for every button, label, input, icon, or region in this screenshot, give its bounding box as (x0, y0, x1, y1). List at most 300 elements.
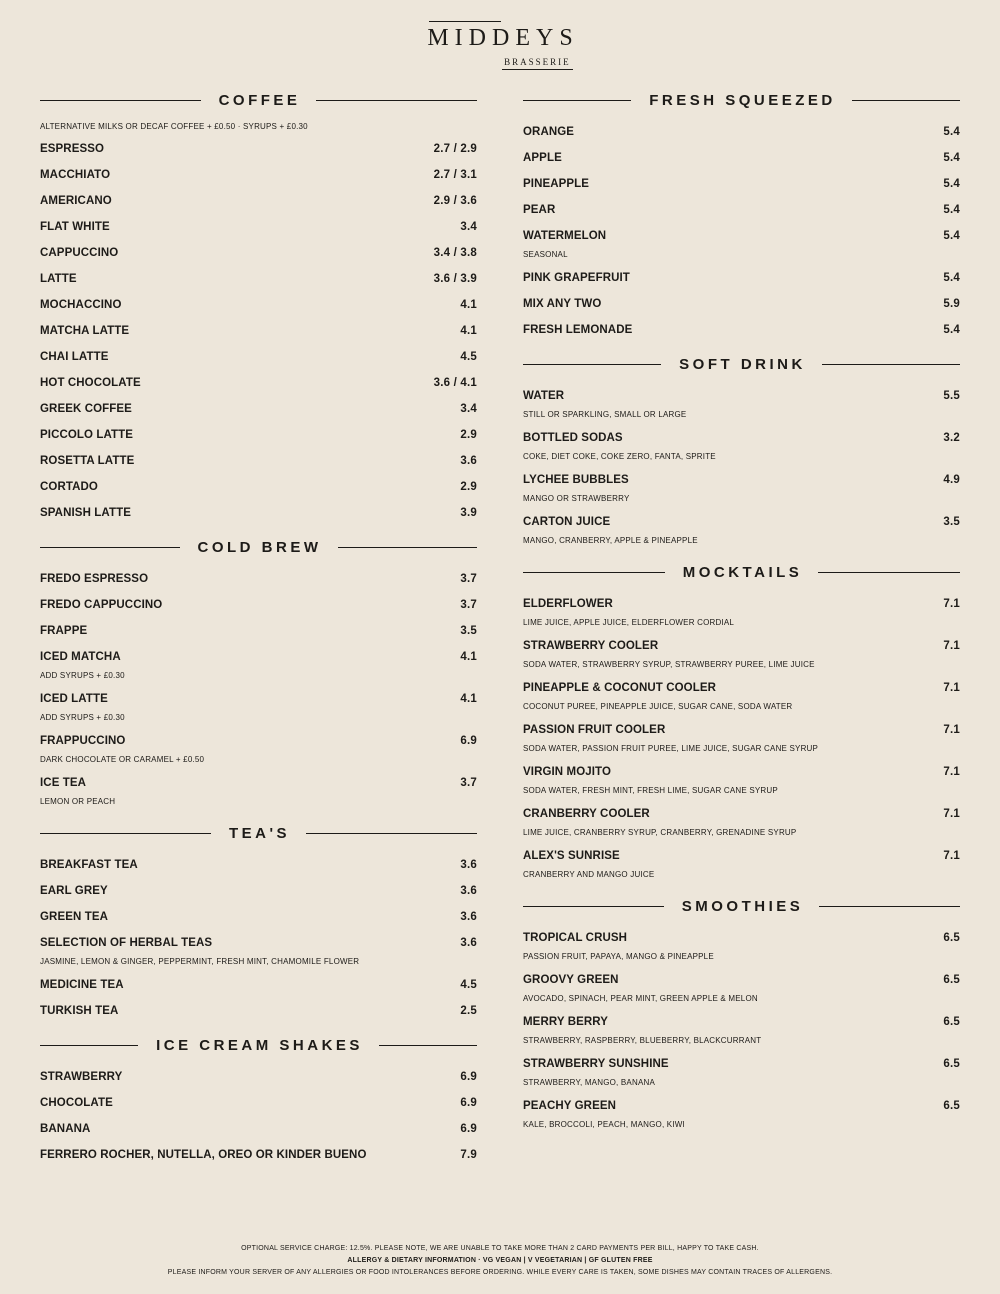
item-description: AVOCADO, SPINACH, PEAR MINT, GREEN APPLE & MELON (523, 994, 758, 1003)
menu-item-row (40, 427, 477, 443)
menu-item (40, 375, 477, 391)
menu-item-row (40, 1003, 477, 1019)
item-name: ESPRESSO (40, 143, 105, 155)
menu-item-row (40, 883, 477, 899)
item-price: 7.1 (943, 808, 960, 820)
menu-item (40, 1147, 477, 1163)
item-name: FRESH LEMONADE (523, 324, 633, 336)
item-price: 2.9 / 3.6 (433, 195, 477, 207)
menu-item (40, 479, 477, 495)
section-rule-right (819, 906, 960, 907)
menu-item (40, 167, 477, 183)
menu-item-row (523, 680, 960, 696)
menu-item (40, 271, 477, 287)
item-name: LATTE (40, 273, 77, 285)
menu-item (523, 202, 960, 218)
item-name: EARL GREY (40, 885, 108, 897)
item-name: APPLE (523, 152, 562, 164)
item-name: MACCHIATO (40, 169, 111, 181)
menu-section-smoothies (523, 890, 960, 1131)
item-name: LYCHEE BUBBLES (523, 474, 629, 486)
item-price: 3.5 (943, 516, 960, 528)
item-price: 4.1 (460, 325, 477, 337)
menu-item-row (40, 1069, 477, 1085)
item-description: JASMINE, LEMON & GINGER, PEPPERMINT, FRESH MINT, CHAMOMILE FLOWER (40, 957, 360, 966)
item-price: 4.1 (460, 693, 477, 705)
menu-item-row (523, 972, 960, 988)
menu-item (523, 596, 960, 629)
menu-section-cold-brew (40, 531, 477, 808)
menu-item (523, 680, 960, 713)
menu-item-row (523, 270, 960, 286)
brand-subtitle: BRASSERIE (502, 58, 573, 70)
menu-item (523, 848, 960, 881)
menu-item-row (40, 297, 477, 313)
section-rule-right (379, 1045, 477, 1046)
item-price: 3.6 (460, 937, 477, 949)
item-description: STILL OR SPARKLING, SMALL OR LARGE (523, 410, 687, 419)
menu-item-row (523, 638, 960, 654)
item-description: PASSION FRUIT, PAPAYA, MANGO & PINEAPPLE (523, 952, 714, 961)
item-price: 6.5 (943, 1058, 960, 1070)
menu-item (40, 219, 477, 235)
menu-item (40, 323, 477, 339)
item-price: 3.4 (460, 403, 477, 415)
item-price: 5.4 (943, 178, 960, 190)
menu-items (523, 930, 960, 1131)
menu-item-row (40, 193, 477, 209)
menu-item (523, 150, 960, 166)
item-name: ORANGE (523, 126, 575, 138)
menu-items (523, 124, 960, 338)
item-price: 6.9 (460, 1071, 477, 1083)
menu-item-row (523, 124, 960, 140)
footer-allergen-note: PLEASE INFORM YOUR SERVER OF ANY ALLERGIES OR FOOD INTOLERANCES BEFORE ORDERING. WHILE EVERY CARE IS TAKEN, SOME DISHES MAY CONTAIN TRACES OF ALLERGENS. (167, 1269, 833, 1276)
item-name: ROSETTA LATTE (40, 455, 135, 467)
menu-item (40, 349, 477, 365)
menu-item-row (523, 848, 960, 864)
item-price: 7.1 (943, 598, 960, 610)
item-name: FREDO ESPRESSO (40, 573, 149, 585)
section-rule-left (523, 572, 665, 573)
section-title: SOFT DRINK (679, 355, 806, 373)
menu-items (40, 1069, 477, 1163)
menu-item-row (40, 505, 477, 521)
item-price: 6.9 (460, 735, 477, 747)
menu-item-row (523, 472, 960, 488)
menu-item-row (40, 649, 477, 665)
item-description: MANGO, CRANBERRY, APPLE & PINEAPPLE (523, 536, 698, 545)
section-rule-right (306, 833, 477, 834)
item-price: 2.9 (460, 481, 477, 493)
section-rule-left (523, 364, 661, 365)
item-name: PINK GRAPEFRUIT (523, 272, 630, 284)
menu-item-row (523, 1014, 960, 1030)
item-name: GREEK COFFEE (40, 403, 132, 415)
item-description: CRANBERRY AND MANGO JUICE (523, 870, 655, 879)
menu-item-row (40, 349, 477, 365)
menu-item (40, 935, 477, 968)
menu-item (40, 1069, 477, 1085)
menu-section-mocktails (523, 556, 960, 881)
item-name: SPANISH LATTE (40, 507, 131, 519)
menu-item-row (40, 1095, 477, 1111)
menu-item (40, 977, 477, 993)
right-column (523, 84, 960, 1140)
item-description: COCONUT PUREE, PINEAPPLE JUICE, SUGAR CANE, SODA WATER (523, 702, 793, 711)
menu-item (523, 638, 960, 671)
menu-items (40, 857, 477, 1019)
item-price: 3.6 (460, 859, 477, 871)
menu-item-row (40, 977, 477, 993)
item-description: SODA WATER, FRESH MINT, FRESH LIME, SUGAR CANE SYRUP (523, 786, 778, 795)
menu-item-row (40, 935, 477, 951)
item-description: ADD SYRUPS + £0.30 (40, 671, 125, 680)
item-name: CRANBERRY COOLER (523, 808, 650, 820)
item-name: MEDICINE TEA (40, 979, 124, 991)
menu-item (40, 1121, 477, 1137)
menu-item-row (523, 1056, 960, 1072)
item-description: KALE, BROCCOLI, PEACH, MANGO, KIWI (523, 1120, 685, 1129)
item-name: FRAPPUCCINO (40, 735, 126, 747)
section-title: FRESH SQUEEZED (649, 91, 836, 109)
item-price: 5.4 (943, 272, 960, 284)
item-name: FREDO CAPPUCCINO (40, 599, 163, 611)
item-description: MANGO OR STRAWBERRY (523, 494, 630, 503)
footer-dietary-legend: ALLERGY & DIETARY INFORMATION · VG VEGAN | V VEGETARIAN | GF GLUTEN FREE (347, 1257, 653, 1264)
item-name: ICED MATCHA (40, 651, 121, 663)
item-price: 3.6 / 3.9 (433, 273, 477, 285)
item-name: MATCHA LATTE (40, 325, 130, 337)
item-name: AMERICANO (40, 195, 112, 207)
item-description: LIME JUICE, CRANBERRY SYRUP, CRANBERRY, GRENADINE SYRUP (523, 828, 797, 837)
item-price: 5.9 (943, 298, 960, 310)
menu-item-row (40, 401, 477, 417)
item-name: MERRY BERRY (523, 1016, 609, 1028)
item-price: 7.1 (943, 724, 960, 736)
menu-item (523, 228, 960, 261)
menu-item (40, 297, 477, 313)
item-price: 2.7 / 3.1 (433, 169, 477, 181)
section-rule-right (818, 572, 960, 573)
menu-item-row (40, 1121, 477, 1137)
item-description: SEASONAL (523, 250, 568, 259)
menu-item (40, 193, 477, 209)
menu-item-row (523, 722, 960, 738)
menu-item-row (523, 430, 960, 446)
item-price: 2.5 (460, 1005, 477, 1017)
menu-item-row (40, 271, 477, 287)
section-rule-left (40, 1045, 138, 1046)
item-description: COKE, DIET COKE, COKE ZERO, FANTA, SPRITE (523, 452, 716, 461)
menu-item (40, 649, 477, 682)
item-name: TURKISH TEA (40, 1005, 119, 1017)
item-name: PICCOLO LATTE (40, 429, 134, 441)
item-name: ALEX'S SUNRISE (523, 850, 620, 862)
section-rule-right (852, 100, 960, 101)
menu-item-row (40, 245, 477, 261)
section-header (523, 556, 960, 588)
item-price: 3.6 (460, 911, 477, 923)
item-name: WATERMELON (523, 230, 607, 242)
section-rule-right (822, 364, 960, 365)
item-description: SODA WATER, STRAWBERRY SYRUP, STRAWBERRY PUREE, LIME JUICE (523, 660, 815, 669)
section-rule-left (40, 833, 211, 834)
item-price: 3.4 (460, 221, 477, 233)
section-header (523, 84, 960, 116)
brand-name: MIDDEYS (427, 25, 579, 51)
item-description: STRAWBERRY, MANGO, BANANA (523, 1078, 655, 1087)
item-price: 5.4 (943, 230, 960, 242)
item-description: ADD SYRUPS + £0.30 (40, 713, 125, 722)
menu-item-row (40, 733, 477, 749)
item-price: 4.1 (460, 299, 477, 311)
menu-items (523, 596, 960, 881)
logo-lockup (427, 18, 579, 70)
item-name: FERRERO ROCHER, NUTELLA, OREO OR KINDER BUENO (40, 1149, 367, 1161)
menu-item-row (40, 597, 477, 613)
section-rule-left (523, 100, 631, 101)
item-name: BREAKFAST TEA (40, 859, 138, 871)
item-name: STRAWBERRY COOLER (523, 640, 659, 652)
section-header (40, 1029, 477, 1061)
item-name: ICED LATTE (40, 693, 108, 705)
item-price: 2.7 / 2.9 (433, 143, 477, 155)
section-title: COLD BREW (197, 538, 322, 556)
menu-section-soft-drink (523, 348, 960, 547)
menu-item (40, 1003, 477, 1019)
menu-item (523, 430, 960, 463)
menu-section-tea-s (40, 817, 477, 1019)
item-name: HOT CHOCOLATE (40, 377, 141, 389)
item-price: 6.5 (943, 932, 960, 944)
item-name: CARTON JUICE (523, 516, 611, 528)
menu-item (523, 806, 960, 839)
brand-logo (0, 18, 1000, 70)
menu-item-row (523, 202, 960, 218)
menu-item (40, 453, 477, 469)
item-name: PINEAPPLE & COCONUT COOLER (523, 682, 717, 694)
item-price: 4.5 (460, 979, 477, 991)
menu-item (523, 722, 960, 755)
menu-item-row (40, 857, 477, 873)
section-header (40, 84, 477, 116)
section-header (40, 817, 477, 849)
menu-item (40, 571, 477, 587)
menu-item (523, 472, 960, 505)
menu-item-row (523, 806, 960, 822)
section-header (40, 531, 477, 563)
item-price: 7.1 (943, 766, 960, 778)
item-price: 5.4 (943, 204, 960, 216)
menu-item-row (523, 176, 960, 192)
item-name: PEAR (523, 204, 556, 216)
item-price: 7.9 (460, 1149, 477, 1161)
menu-item (523, 1014, 960, 1047)
item-name: CHOCOLATE (40, 1097, 113, 1109)
menu-item (40, 909, 477, 925)
section-title: ICE CREAM SHAKES (156, 1036, 363, 1054)
menu-item (40, 401, 477, 417)
menu-item (523, 972, 960, 1005)
menu-item-row (40, 219, 477, 235)
left-column (40, 84, 477, 1173)
menu-item-row (523, 764, 960, 780)
menu-item (40, 597, 477, 613)
menu-item (40, 857, 477, 873)
item-name: VIRGIN MOJITO (523, 766, 611, 778)
menu-item-row (523, 150, 960, 166)
menu-item-row (40, 323, 477, 339)
item-name: PASSION FRUIT COOLER (523, 724, 666, 736)
item-name: BOTTLED SODAS (523, 432, 623, 444)
item-price: 3.9 (460, 507, 477, 519)
menu-item (523, 764, 960, 797)
item-description: LIME JUICE, APPLE JUICE, ELDERFLOWER CORDIAL (523, 618, 735, 627)
menu-section-ice-cream-shakes (40, 1029, 477, 1163)
section-rule-right (316, 100, 477, 101)
item-description: STRAWBERRY, RASPBERRY, BLUEBERRY, BLACKCURRANT (523, 1036, 762, 1045)
item-description: LEMON OR PEACH (40, 797, 116, 806)
menu-item-row (523, 388, 960, 404)
section-rule-left (40, 547, 180, 548)
item-price: 5.5 (943, 390, 960, 402)
item-name: WATER (523, 390, 565, 402)
menu-item-row (523, 930, 960, 946)
menu-item (40, 883, 477, 899)
item-price: 3.7 (460, 573, 477, 585)
menu-item (40, 733, 477, 766)
menu-item (523, 322, 960, 338)
item-name: GROOVY GREEN (523, 974, 619, 986)
menu-item-row (40, 479, 477, 495)
menu-item-row (40, 623, 477, 639)
item-price: 7.1 (943, 640, 960, 652)
item-name: CAPPUCCINO (40, 247, 119, 259)
item-name: PEACHY GREEN (523, 1100, 617, 1112)
section-header (523, 348, 960, 380)
menu-item-row (40, 691, 477, 707)
menu-item-row (523, 228, 960, 244)
menu-item-row (40, 375, 477, 391)
item-name: STRAWBERRY SUNSHINE (523, 1058, 669, 1070)
item-price: 4.5 (460, 351, 477, 363)
item-name: CORTADO (40, 481, 98, 493)
item-price: 6.5 (943, 1016, 960, 1028)
menu-item (523, 514, 960, 547)
footer (0, 1243, 1000, 1279)
menu-item (523, 388, 960, 421)
item-price: 5.4 (943, 324, 960, 336)
item-name: FRAPPE (40, 625, 88, 637)
menu-item-row (40, 167, 477, 183)
item-price: 4.9 (943, 474, 960, 486)
menu-item-row (523, 1098, 960, 1114)
menu-item-row (40, 571, 477, 587)
menu-item (40, 427, 477, 443)
menu-item (523, 1098, 960, 1131)
item-name: ELDERFLOWER (523, 598, 613, 610)
item-price: 7.1 (943, 682, 960, 694)
menu-section-fresh-squeezed (523, 84, 960, 338)
section-header (523, 890, 960, 922)
item-price: 3.4 / 3.8 (433, 247, 477, 259)
section-note: ALTERNATIVE MILKS OR DECAF COFFEE + £0.50 · SYRUPS + £0.30 (40, 122, 308, 131)
item-price: 3.5 (460, 625, 477, 637)
item-price: 6.9 (460, 1097, 477, 1109)
item-name: MOCHACCINO (40, 299, 122, 311)
section-title: MOCKTAILS (682, 563, 803, 581)
menu-item (523, 176, 960, 192)
menu-item (40, 141, 477, 157)
item-price: 6.5 (943, 974, 960, 986)
menu-item-row (40, 453, 477, 469)
menu-item-row (523, 514, 960, 530)
menu-item-row (523, 596, 960, 612)
item-description: SODA WATER, PASSION FRUIT PUREE, LIME JUICE, SUGAR CANE SYRUP (523, 744, 819, 753)
menu-item (523, 296, 960, 312)
item-name: GREEN TEA (40, 911, 108, 923)
item-name: MIX ANY TWO (523, 298, 602, 310)
item-price: 3.6 / 4.1 (433, 377, 477, 389)
item-name: BANANA (40, 1123, 91, 1135)
menu-item-row (40, 1147, 477, 1163)
section-rule-right (338, 547, 478, 548)
item-name: CHAI LATTE (40, 351, 109, 363)
menu-item-row (40, 909, 477, 925)
item-price: 3.7 (460, 599, 477, 611)
menu-item (40, 245, 477, 261)
menu-item-row (40, 141, 477, 157)
menu-item-row (523, 322, 960, 338)
item-name: TROPICAL CRUSH (523, 932, 628, 944)
menu-item (523, 930, 960, 963)
item-price: 6.9 (460, 1123, 477, 1135)
item-price: 5.4 (943, 126, 960, 138)
menu-item (523, 1056, 960, 1089)
section-rule-left (40, 100, 201, 101)
item-price: 3.7 (460, 777, 477, 789)
menu-item (40, 505, 477, 521)
item-name: FLAT WHITE (40, 221, 110, 233)
menu-item (40, 691, 477, 724)
section-title: SMOOTHIES (681, 897, 804, 915)
item-description: DARK CHOCOLATE OR CARAMEL + £0.50 (40, 755, 205, 764)
menu-item (40, 1095, 477, 1111)
item-price: 3.2 (943, 432, 960, 444)
item-price: 6.5 (943, 1100, 960, 1112)
menu-items (523, 388, 960, 547)
logo-top-rule (429, 21, 501, 22)
footer-service-note: OPTIONAL SERVICE CHARGE: 12.5%. PLEASE NOTE, WE ARE UNABLE TO TAKE MORE THAN 2 CARD PAYMENTS PER BILL, HAPPY TO TAKE CASH. (241, 1245, 759, 1252)
item-price: 2.9 (460, 429, 477, 441)
item-price: 3.6 (460, 455, 477, 467)
item-name: STRAWBERRY (40, 1071, 123, 1083)
item-price: 5.4 (943, 152, 960, 164)
menu-item-row (523, 296, 960, 312)
menu-item (523, 124, 960, 140)
menu-section-coffee (40, 84, 477, 521)
item-price: 4.1 (460, 651, 477, 663)
section-rule-left (523, 906, 664, 907)
section-title: COFFEE (218, 91, 301, 109)
menu-item (40, 623, 477, 639)
menu-item (40, 775, 477, 808)
menu-items (40, 571, 477, 808)
menu-item (523, 270, 960, 286)
item-name: PINEAPPLE (523, 178, 590, 190)
menu-items (40, 141, 477, 521)
